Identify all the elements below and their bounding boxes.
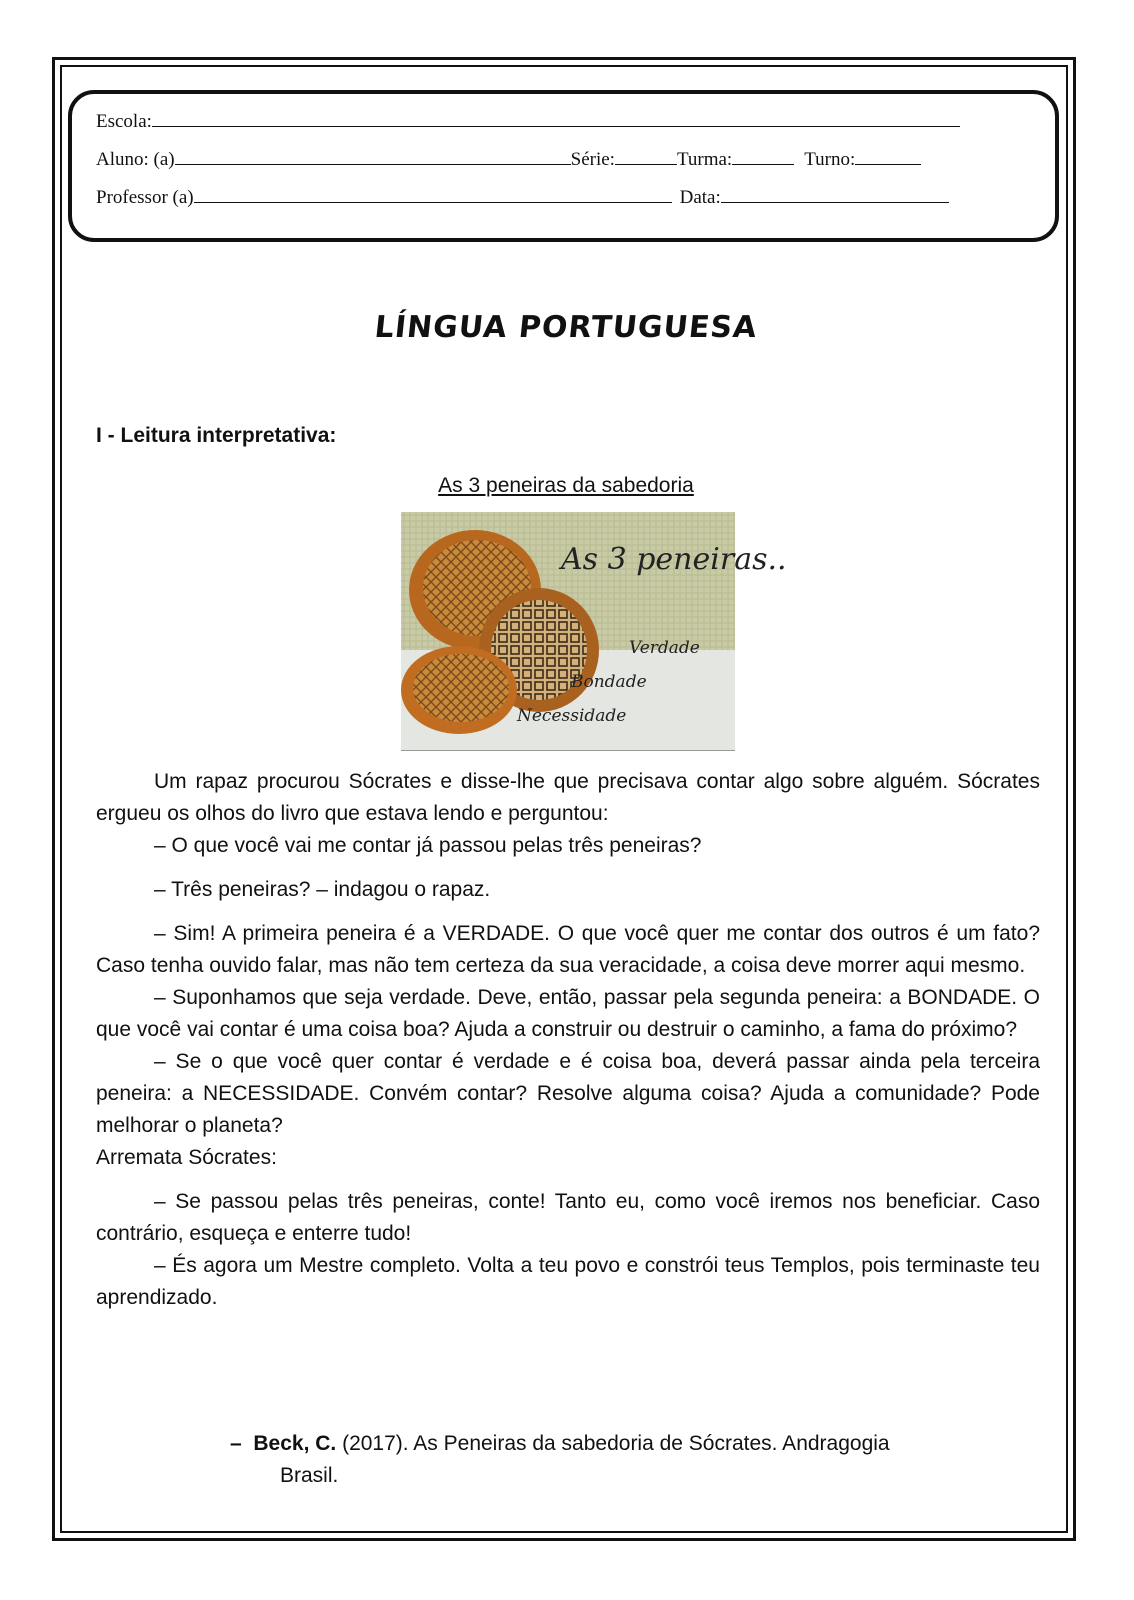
class-label: Turma: <box>676 149 733 170</box>
illustration-caption: As 3 peneiras.. <box>561 542 787 577</box>
date-label: Data: <box>679 187 721 208</box>
teacher-field[interactable] <box>194 186 672 203</box>
grade-label: Série: <box>570 149 615 170</box>
paragraph: Um rapaz procurou Sócrates e disse-lhe que precisava contar algo sobre alguém. Sócrates ergueu os olhos do livro que estava lendo e perguntou: <box>96 770 1040 825</box>
shift-label: Turno: <box>804 149 856 170</box>
school-field[interactable] <box>152 110 960 127</box>
paragraph: – O que você vai me contar já passou pelas três peneiras? <box>154 834 702 857</box>
reference-author: Beck, C. <box>253 1432 337 1455</box>
paragraph: – Se o que você quer contar é verdade e é coisa boa, deverá passar ainda pela terceira peneira: a NECESSIDADE. Convém contar? Resolve alguma coisa? Ajuda a comunidade? Pode melhorar o planeta? <box>96 1050 1040 1137</box>
illustration-word-truth: Verdade <box>629 638 700 658</box>
grade-field[interactable] <box>615 148 677 165</box>
paragraph: Arremata Sócrates: <box>96 1146 277 1169</box>
school-row <box>96 110 960 133</box>
class-field[interactable] <box>732 148 794 165</box>
reference-details: (2017). As Peneiras da sabedoria de Sócrates. Andragogia <box>342 1432 890 1455</box>
teacher-row <box>96 186 949 209</box>
paragraph: – Se passou pelas três peneiras, conte! Tanto eu, como você iremos nos beneficiar. Caso contrário, esqueça e enterre tudo! <box>96 1190 1040 1245</box>
section-heading: I - Leitura interpretativa: <box>96 424 337 447</box>
teacher-label: Professor (a) <box>96 187 194 208</box>
paragraph: – Sim! A primeira peneira é a VERDADE. O que você quer me contar dos outros é um fato? Caso tenha ouvido falar, mas não tem certeza da sua veracidade, a coisa deve morrer aqui mesmo. <box>96 922 1040 977</box>
illustration-word-goodness: Bondade <box>571 672 647 692</box>
reference-continuation: Brasil. <box>280 1464 339 1487</box>
text-title: As 3 peneiras da sabedoria <box>438 474 694 497</box>
paragraph: – Suponhamos que seja verdade. Deve, então, passar pela segunda peneira: a BONDADE. O que você vai contar é uma coisa boa? Ajuda a construir ou destruir o caminho, a fama do próximo? <box>96 986 1040 1041</box>
paragraph: – Três peneiras? – indagou o rapaz. <box>154 878 491 901</box>
sieves-illustration <box>401 512 787 751</box>
sieve-front <box>401 646 517 734</box>
school-label: Escola: <box>96 111 152 132</box>
paragraph: – És agora um Mestre completo. Volta a teu povo e constrói teus Templos, pois terminaste teu aprendizado. <box>96 1254 1040 1309</box>
student-info-box <box>68 90 1059 242</box>
student-field[interactable] <box>175 148 571 165</box>
student-label: Aluno: (a) <box>96 149 175 170</box>
story-text <box>96 766 1040 1314</box>
student-row <box>96 148 921 171</box>
bibliographic-reference <box>230 1428 1040 1492</box>
shift-field[interactable] <box>855 148 921 165</box>
illustration-word-necessity: Necessidade <box>517 706 627 726</box>
subject-title: LÍNGUA PORTUGUESA <box>372 310 760 345</box>
date-field[interactable] <box>721 186 949 203</box>
reference-dash: – <box>230 1432 242 1455</box>
